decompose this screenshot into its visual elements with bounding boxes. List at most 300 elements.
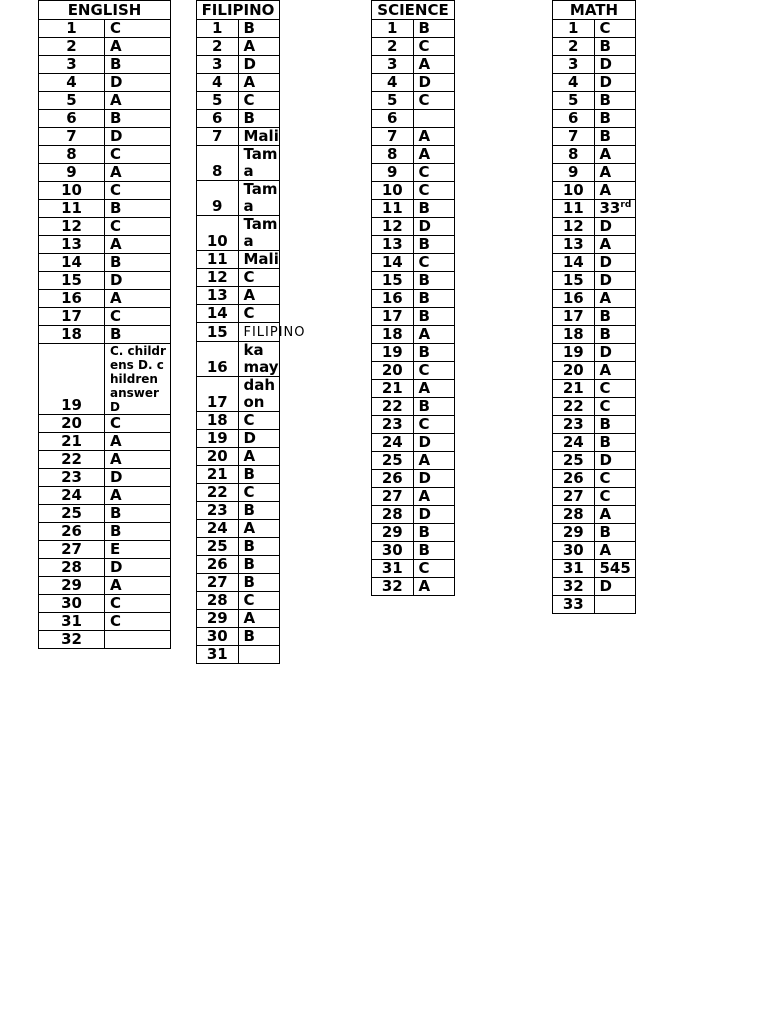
item-number: 16 — [39, 290, 105, 308]
answer-cell — [105, 182, 171, 200]
answer-text: A — [110, 235, 122, 253]
answer-cell — [594, 200, 636, 218]
item-number: 6 — [553, 110, 595, 128]
answer-text: B — [110, 325, 122, 343]
answer-text: C — [418, 91, 430, 109]
item-number: 28 — [39, 559, 105, 577]
answer-cell — [413, 488, 455, 506]
answer-text: D — [418, 505, 431, 523]
table-row — [197, 466, 280, 484]
item-number: 4 — [197, 74, 239, 92]
table-row — [553, 578, 636, 596]
answer-cell — [105, 433, 171, 451]
table-row — [553, 416, 636, 434]
table-row — [372, 380, 455, 398]
answer-text: B — [243, 627, 255, 645]
answer-text: C — [243, 411, 255, 429]
answer-cell — [105, 56, 171, 74]
item-number: 29 — [372, 524, 414, 542]
answer-text: B — [110, 253, 122, 271]
answer-text: D — [599, 217, 612, 235]
answer-text: A — [110, 576, 122, 594]
filipino-rows — [197, 19, 306, 664]
answer-text: Tama — [243, 215, 278, 250]
answer-cell — [105, 541, 171, 559]
item-number: 23 — [553, 416, 595, 434]
item-number: 25 — [553, 452, 595, 470]
item-number: 13 — [197, 287, 239, 305]
table-row — [553, 560, 636, 578]
table-row — [39, 218, 171, 236]
item-number: 6 — [39, 110, 105, 128]
answer-cell — [413, 470, 455, 488]
table-row — [39, 541, 171, 559]
item-number: 1 — [197, 20, 239, 38]
answer-text: C — [243, 483, 255, 501]
answer-text: B — [599, 109, 611, 127]
table-row — [197, 592, 280, 610]
table-row — [197, 628, 280, 646]
table-row — [372, 470, 455, 488]
answer-cell — [413, 200, 455, 218]
item-number: 26 — [197, 556, 239, 574]
answer-text: C — [418, 37, 430, 55]
table-row — [553, 56, 636, 74]
item-number: 19 — [553, 344, 595, 362]
table-row — [372, 452, 455, 470]
item-number: 27 — [372, 488, 414, 506]
item-number: 14 — [553, 254, 595, 272]
answer-text: A — [599, 289, 612, 307]
table-row — [553, 524, 636, 542]
item-number: 3 — [39, 56, 105, 74]
answer-cell — [594, 452, 636, 470]
answer-text: B — [110, 504, 122, 522]
answer-cell — [594, 560, 636, 578]
item-number: 25 — [372, 452, 414, 470]
answer-cell — [413, 308, 455, 326]
answer-cell — [413, 164, 455, 182]
answer-cell — [413, 236, 455, 254]
answer-text: A — [110, 163, 122, 181]
answer-cell — [594, 92, 636, 110]
table-row — [553, 434, 636, 452]
answer-text: A — [243, 73, 256, 91]
item-number: 8 — [372, 146, 414, 164]
item-number: 12 — [553, 218, 595, 236]
answer-text: D — [599, 343, 612, 361]
answer-text: C — [110, 594, 122, 612]
table-row — [372, 38, 455, 56]
table-row — [372, 344, 455, 362]
answer-cell — [238, 20, 280, 38]
table-row — [197, 92, 280, 110]
answer-cell — [238, 610, 280, 628]
item-number: 20 — [553, 362, 595, 380]
answer-text: C. childrens D. children answer D — [110, 344, 166, 414]
answer-text: A — [599, 181, 612, 199]
answer-text: A — [599, 361, 612, 379]
table-row — [372, 524, 455, 542]
table-row — [372, 218, 455, 236]
table-row — [553, 344, 636, 362]
answer-text: C — [243, 591, 255, 609]
item-number: 2 — [39, 38, 105, 56]
answer-text: A — [110, 486, 122, 504]
answer-cell — [238, 251, 280, 269]
answer-cell — [105, 38, 171, 56]
item-number: 30 — [372, 542, 414, 560]
item-number: 3 — [197, 56, 239, 74]
item-number: 18 — [553, 326, 595, 344]
table-row — [372, 236, 455, 254]
table-row — [553, 128, 636, 146]
item-number: 14 — [372, 254, 414, 272]
item-number: 5 — [39, 92, 105, 110]
answer-cell — [413, 128, 455, 146]
answer-text: B — [599, 91, 611, 109]
item-number: 28 — [553, 506, 595, 524]
item-number: 12 — [39, 218, 105, 236]
answer-cell — [413, 56, 455, 74]
table-row — [197, 110, 280, 128]
answer-cell — [105, 631, 171, 649]
answer-text: 33 — [599, 199, 621, 217]
answer-cell — [105, 20, 171, 38]
answer-text: D — [599, 577, 612, 595]
answer-text: C — [599, 397, 611, 415]
table-row — [372, 92, 455, 110]
table-row — [39, 469, 171, 487]
item-number: 31 — [553, 560, 595, 578]
answer-cell — [238, 305, 280, 323]
item-number: 10 — [372, 182, 414, 200]
item-number: 9 — [553, 164, 595, 182]
answer-cell — [105, 272, 171, 290]
table-row — [197, 56, 280, 74]
answer-cell — [238, 430, 280, 448]
answer-cell — [413, 524, 455, 542]
item-number: 29 — [197, 610, 239, 628]
table-row — [553, 488, 636, 506]
answer-cell — [413, 290, 455, 308]
table-row — [553, 452, 636, 470]
answer-text: A — [418, 487, 431, 505]
answer-text: B — [418, 343, 430, 361]
answer-text: D — [418, 73, 431, 91]
item-number: 24 — [372, 434, 414, 452]
item-number: 15 — [39, 272, 105, 290]
answer-text: A — [243, 286, 256, 304]
item-number: 7 — [39, 128, 105, 146]
item-number: 11 — [372, 200, 414, 218]
item-number: 4 — [553, 74, 595, 92]
table-row — [553, 326, 636, 344]
answer-cell — [594, 56, 636, 74]
answer-cell — [594, 398, 636, 416]
math-header: MATH — [553, 1, 636, 20]
table-row — [372, 290, 455, 308]
table-row — [553, 218, 636, 236]
answer-cell — [238, 484, 280, 502]
table-row — [197, 38, 280, 56]
answer-text: B — [418, 307, 430, 325]
answer-cell — [594, 218, 636, 236]
item-number: 17 — [197, 377, 239, 412]
answer-text: D — [418, 433, 431, 451]
answer-cell — [238, 110, 280, 128]
item-number: 23 — [39, 469, 105, 487]
answer-cell — [105, 326, 171, 344]
item-number: 8 — [197, 146, 239, 181]
answer-cell — [594, 344, 636, 362]
item-number: 24 — [39, 487, 105, 505]
science-answer-table — [371, 0, 455, 596]
answer-cell — [238, 466, 280, 484]
item-number: 10 — [39, 182, 105, 200]
table-row — [372, 254, 455, 272]
answer-text: A — [418, 145, 431, 163]
answer-text: C — [243, 304, 255, 322]
answer-cell — [594, 236, 636, 254]
answer-cell — [413, 434, 455, 452]
table-row — [197, 342, 280, 377]
answer-text: A — [110, 450, 122, 468]
table-row — [372, 578, 455, 596]
answer-cell — [238, 342, 280, 377]
table-row — [39, 613, 171, 631]
table-row — [372, 560, 455, 578]
answer-text: B — [418, 199, 430, 217]
answer-cell — [105, 92, 171, 110]
item-number: 13 — [372, 236, 414, 254]
answer-cell — [594, 182, 636, 200]
answer-cell — [105, 254, 171, 272]
answer-cell — [413, 272, 455, 290]
item-number: 27 — [553, 488, 595, 506]
answer-text: C — [243, 268, 255, 286]
answer-text: A — [418, 451, 431, 469]
answer-cell — [594, 290, 636, 308]
table-row — [39, 487, 171, 505]
answer-cell — [105, 451, 171, 469]
table-row — [197, 377, 280, 412]
answer-text: C — [599, 469, 611, 487]
answer-text: A — [243, 37, 256, 55]
answer-text: C — [110, 145, 122, 163]
item-number: 2 — [372, 38, 414, 56]
table-row — [553, 92, 636, 110]
table-row — [553, 236, 636, 254]
answer-cell — [238, 377, 280, 412]
answer-cell — [413, 380, 455, 398]
answer-cell — [238, 74, 280, 92]
answer-cell — [105, 505, 171, 523]
answer-text: A — [418, 325, 431, 343]
item-number: 29 — [553, 524, 595, 542]
answer-cell — [594, 20, 636, 38]
item-number: 27 — [197, 574, 239, 592]
item-number: 12 — [372, 218, 414, 236]
table-row — [39, 38, 171, 56]
answer-text: B — [418, 271, 430, 289]
answer-text: D — [110, 468, 123, 486]
table-row — [39, 164, 171, 182]
item-number: 16 — [553, 290, 595, 308]
answer-text: C — [110, 612, 122, 630]
answer-cell — [594, 362, 636, 380]
math-rows — [553, 20, 636, 614]
table-row — [39, 326, 171, 344]
answer-cell — [413, 578, 455, 596]
answer-text: D — [243, 55, 256, 73]
filipino-watermark: FILIPINO — [243, 325, 306, 340]
answer-cell — [594, 524, 636, 542]
answer-text: A — [418, 577, 431, 595]
table-row — [197, 287, 280, 305]
answer-cell — [413, 416, 455, 434]
item-number: 31 — [197, 646, 239, 664]
answer-text: A — [243, 519, 256, 537]
table-row — [39, 308, 171, 326]
item-number: 20 — [39, 415, 105, 433]
answer-cell — [413, 398, 455, 416]
answer-text: B — [110, 199, 122, 217]
answer-text: C — [110, 19, 122, 37]
table-row — [197, 430, 280, 448]
answer-cell — [594, 308, 636, 326]
item-number: 21 — [372, 380, 414, 398]
item-number: 7 — [197, 128, 239, 146]
item-number: 18 — [39, 326, 105, 344]
item-number: 15 — [197, 323, 239, 342]
item-number: 15 — [553, 272, 595, 290]
answer-cell — [105, 164, 171, 182]
table-row — [553, 380, 636, 398]
table-row — [39, 415, 171, 433]
answer-cell — [105, 128, 171, 146]
answer-text: A — [599, 145, 612, 163]
answer-text: A — [243, 447, 256, 465]
answer-cell — [594, 326, 636, 344]
item-number: 18 — [197, 412, 239, 430]
answer-cell — [238, 216, 280, 251]
answer-text: B — [418, 289, 430, 307]
item-number: 9 — [197, 181, 239, 216]
item-number: 31 — [372, 560, 414, 578]
answer-superscript: rd — [620, 200, 632, 210]
answer-cell — [413, 506, 455, 524]
item-number: 3 — [553, 56, 595, 74]
table-row — [39, 74, 171, 92]
table-row — [372, 542, 455, 560]
answer-text: A — [599, 505, 612, 523]
answer-text: A — [599, 163, 612, 181]
answer-text: C — [418, 253, 430, 271]
table-row — [553, 254, 636, 272]
answer-cell — [105, 218, 171, 236]
answer-cell — [413, 218, 455, 236]
answer-cell — [413, 542, 455, 560]
item-number: 18 — [372, 326, 414, 344]
item-number: 13 — [553, 236, 595, 254]
table-row — [372, 110, 455, 128]
answer-cell — [238, 181, 280, 216]
item-number: 17 — [372, 308, 414, 326]
answer-text: Tama — [243, 180, 278, 215]
table-row — [197, 448, 280, 466]
table-row — [197, 146, 280, 181]
answer-text: D — [418, 217, 431, 235]
table-row — [39, 577, 171, 595]
answer-text: B — [110, 522, 122, 540]
answer-text: B — [599, 37, 611, 55]
answer-cell — [413, 254, 455, 272]
table-row — [197, 610, 280, 628]
table-row — [372, 128, 455, 146]
answer-cell — [594, 434, 636, 452]
table-row — [197, 251, 280, 269]
item-number: 8 — [553, 146, 595, 164]
answer-text: B — [418, 19, 430, 37]
answer-text: B — [243, 109, 255, 127]
answer-cell — [413, 110, 455, 128]
table-row — [372, 488, 455, 506]
item-number: 19 — [197, 430, 239, 448]
table-row — [39, 595, 171, 613]
answer-cell — [594, 578, 636, 596]
answer-text: A — [110, 91, 122, 109]
answer-text: E — [110, 540, 121, 558]
table-row — [39, 433, 171, 451]
answer-text: A — [418, 379, 431, 397]
english-answer-table — [38, 0, 171, 649]
answer-cell — [413, 146, 455, 164]
table-row — [553, 272, 636, 290]
item-number: 17 — [39, 308, 105, 326]
answer-text: B — [243, 555, 255, 573]
answer-cell — [238, 448, 280, 466]
answer-cell — [105, 110, 171, 128]
item-number: 7 — [553, 128, 595, 146]
answer-cell — [413, 560, 455, 578]
table-row — [372, 200, 455, 218]
answer-text: C — [243, 91, 255, 109]
item-number: 11 — [197, 251, 239, 269]
science-header: SCIENCE — [372, 1, 455, 20]
item-number: 5 — [197, 92, 239, 110]
answer-text: A — [599, 235, 612, 253]
table-row — [39, 200, 171, 218]
answer-cell — [105, 469, 171, 487]
item-number: 17 — [553, 308, 595, 326]
answer-text: C — [110, 181, 122, 199]
table-row — [39, 182, 171, 200]
table-row — [553, 164, 636, 182]
item-number: 4 — [372, 74, 414, 92]
answer-text: B — [599, 307, 611, 325]
answer-cell — [238, 646, 280, 664]
answer-text: C — [418, 415, 430, 433]
answer-text: B — [110, 109, 122, 127]
answer-cell — [413, 20, 455, 38]
answer-text: B — [243, 573, 255, 591]
answer-text: C — [110, 217, 122, 235]
item-number: 25 — [39, 505, 105, 523]
answer-text: D — [599, 271, 612, 289]
table-row — [553, 398, 636, 416]
item-number: 2 — [553, 38, 595, 56]
